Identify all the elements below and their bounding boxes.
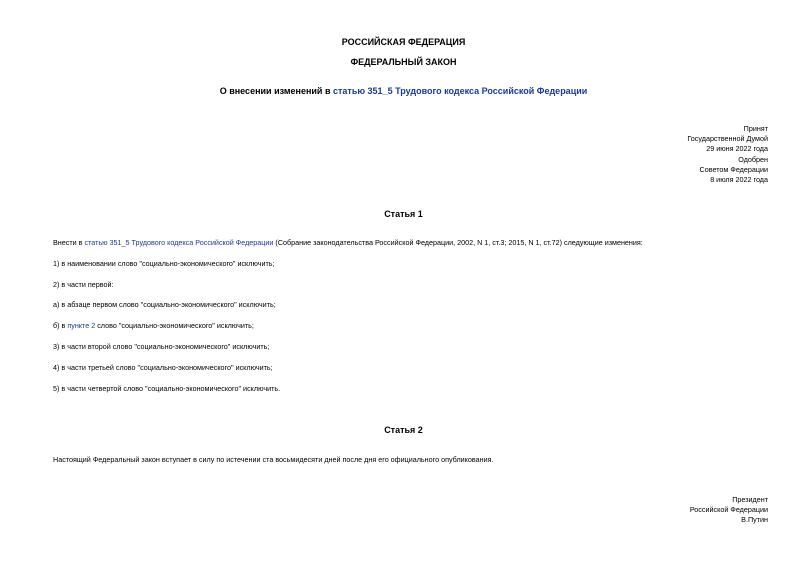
adoption-line: Государственной Думой bbox=[687, 134, 768, 144]
country-heading: РОССИЙСКАЯ ФЕДЕРАЦИЯ bbox=[341, 37, 466, 47]
item-2b-link[interactable]: пункте 2 bbox=[67, 321, 96, 330]
item-2b-suffix: слово "социально-экономического" исключить; bbox=[95, 321, 254, 330]
intro-prefix: Внести в bbox=[53, 238, 85, 247]
article-1-item-4: 4) в части третьей слово "социально-экономического" исключить; bbox=[53, 363, 273, 372]
adoption-line: 8 июля 2022 года bbox=[710, 175, 768, 185]
signature-line: В.Путин bbox=[741, 515, 768, 525]
article-1-item-2b bbox=[53, 321, 254, 331]
article-1-intro bbox=[53, 238, 643, 248]
article-2-heading: Статья 2 bbox=[384, 425, 423, 435]
adoption-line: Одобрен bbox=[738, 154, 768, 164]
article-1-item-2a: а) в абзаце первом слово "социально-экономического" исключить; bbox=[53, 300, 276, 309]
adoption-info bbox=[687, 124, 768, 185]
article-2-text: Настоящий Федеральный закон вступает в силу по истечении ста восьмидесяти дней после дня его официального опубликования. bbox=[53, 455, 494, 464]
item-2b-prefix: б) в bbox=[53, 321, 68, 330]
article-1-item-2: 2) в части первой: bbox=[53, 280, 114, 289]
intro-link[interactable]: статью 351_5 Трудового кодекса Российской Федерации bbox=[84, 238, 274, 247]
law-title bbox=[0, 86, 807, 96]
signature-line: Президент bbox=[732, 495, 768, 504]
article-1-item-3: 3) в части второй слово "социально-экономического" исключить; bbox=[53, 342, 270, 351]
intro-suffix: (Собрание законодательства Российской Федерации, 2002, N 1, ст.3; 2015, N 1, ст.72) следующие изменения: bbox=[273, 238, 643, 247]
article-1-heading: Статья 1 bbox=[384, 209, 423, 219]
adoption-line: Советом Федерации bbox=[699, 164, 768, 174]
signature-block bbox=[690, 495, 768, 526]
article-1-item-5: 5) в части четвертой слово "социально-экономического" исключить. bbox=[53, 384, 281, 393]
adoption-line: 29 июня 2022 года bbox=[706, 144, 768, 154]
law-title-link[interactable]: статью 351_5 Трудового кодекса Российской Федерации bbox=[333, 86, 588, 96]
law-title-prefix: О внесении изменений в bbox=[219, 86, 333, 96]
adoption-line: Принят bbox=[743, 124, 768, 133]
document-type-heading: ФЕДЕРАЛЬНЫЙ ЗАКОН bbox=[350, 57, 457, 67]
article-1-item-1: 1) в наименовании слово "социально-экономического" исключить; bbox=[53, 259, 275, 268]
signature-line: Российской Федерации bbox=[689, 505, 768, 515]
